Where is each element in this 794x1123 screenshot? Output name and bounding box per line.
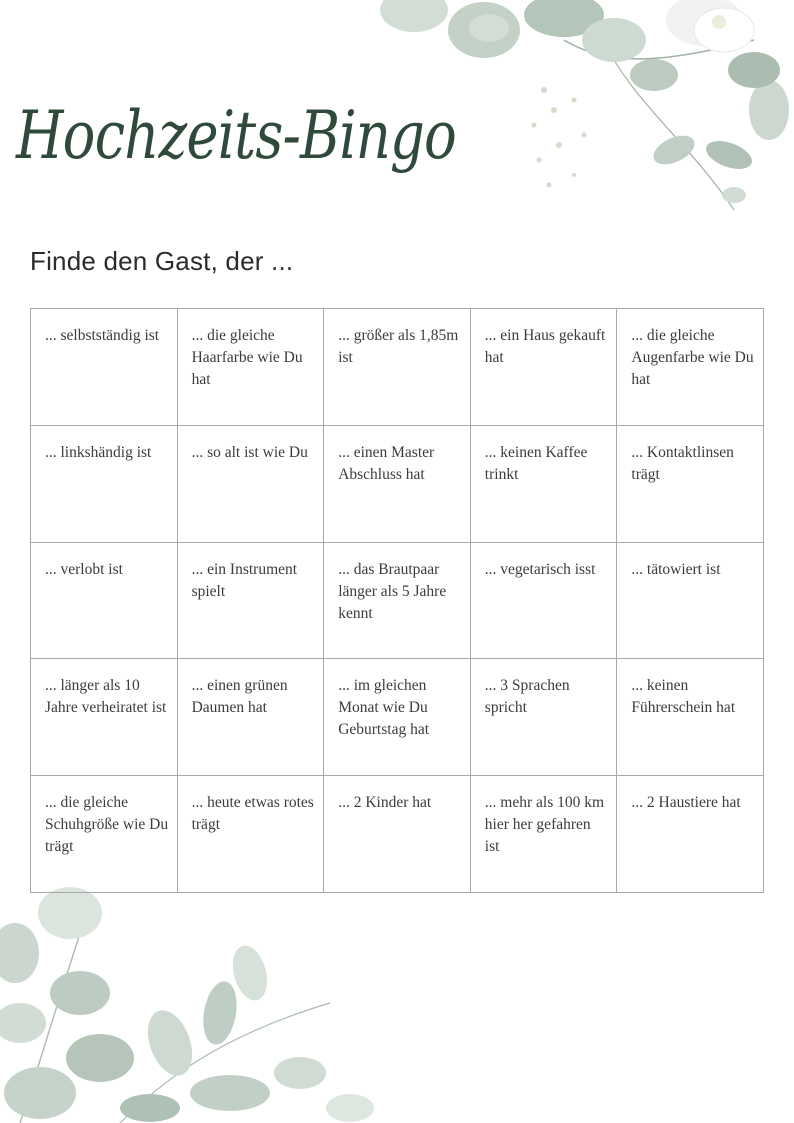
bingo-cell[interactable]: ... keinen Führerschein hat — [617, 659, 764, 776]
bingo-cell[interactable]: ... Kontaktlinsen trägt — [617, 426, 764, 543]
bingo-cell[interactable]: ... mehr als 100 km hier her gefahren ist — [471, 776, 618, 893]
bingo-cell[interactable]: ... linkshändig ist — [31, 426, 178, 543]
bingo-cell[interactable]: ... tätowiert ist — [617, 543, 764, 660]
page-title — [12, 72, 472, 202]
bingo-cell[interactable]: ... die gleiche Haarfarbe wie Du hat — [178, 309, 325, 426]
bingo-cell[interactable]: ... keinen Kaffee trinkt — [471, 426, 618, 543]
bingo-cell[interactable]: ... so alt ist wie Du — [178, 426, 325, 543]
page-title-text: Hochzeits-Bingo — [15, 97, 456, 174]
bingo-cell[interactable]: ... 3 Sprachen spricht — [471, 659, 618, 776]
bingo-cell[interactable]: ... die gleiche Schuhgröße wie Du trägt — [31, 776, 178, 893]
bingo-cell[interactable]: ... heute etwas rotes trägt — [178, 776, 325, 893]
bingo-cell[interactable]: ... 2 Kinder hat — [324, 776, 471, 893]
bingo-cell[interactable]: ... im gleichen Monat wie Du Geburtstag hat — [324, 659, 471, 776]
bingo-cell[interactable]: ... einen Master Abschluss hat — [324, 426, 471, 543]
bingo-cell[interactable]: ... ein Haus gekauft hat — [471, 309, 618, 426]
bingo-cell[interactable]: ... 2 Haustiere hat — [617, 776, 764, 893]
bingo-cell[interactable]: ... einen grünen Daumen hat — [178, 659, 325, 776]
bingo-cell[interactable]: ... die gleiche Augenfarbe wie Du hat — [617, 309, 764, 426]
bingo-cell[interactable]: ... selbstständig ist — [31, 309, 178, 426]
bingo-cell[interactable]: ... größer als 1,85m ist — [324, 309, 471, 426]
bingo-cell[interactable]: ... verlobt ist — [31, 543, 178, 660]
bingo-grid — [30, 308, 764, 893]
bingo-cell[interactable]: ... ein Instrument spielt — [178, 543, 325, 660]
bingo-cell[interactable]: ... länger als 10 Jahre verheiratet ist — [31, 659, 178, 776]
bingo-cell[interactable]: ... vegetarisch isst — [471, 543, 618, 660]
eucalyptus-bottom-left-icon — [0, 883, 380, 1123]
subtitle: Finde den Gast, der ... — [30, 246, 294, 276]
bingo-cell[interactable]: ... das Brautpaar länger als 5 Jahre kennt — [324, 543, 471, 660]
